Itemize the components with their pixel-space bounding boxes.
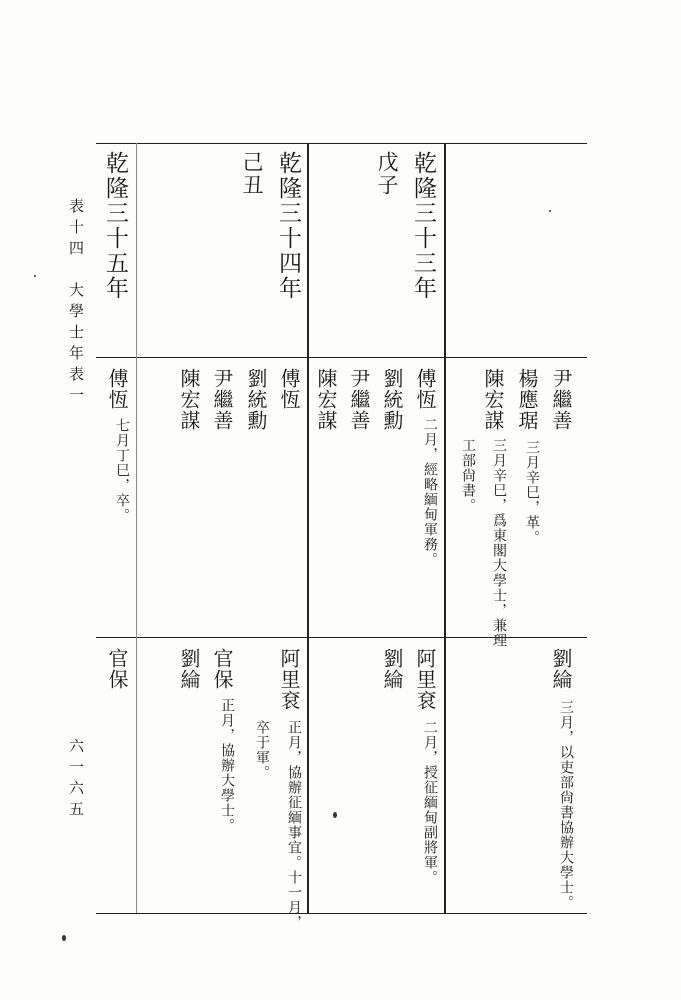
scan-speck [34, 275, 36, 277]
row-divider-upper [96, 357, 587, 358]
official-name: 劉綸 [549, 648, 573, 690]
appointment-note: 三月辛巳，革。 [524, 440, 540, 545]
year-label: 乾隆三十五年 [102, 151, 128, 301]
column-divider [444, 143, 446, 913]
appointment-note: 二月，授征緬甸副將軍。 [422, 720, 438, 885]
official-name: 陳宏謀 [177, 368, 201, 431]
table-top-rule [96, 143, 587, 144]
appointment-note: 工部尙書。 [460, 438, 476, 513]
official-name: 劉統勳 [380, 368, 404, 431]
appointment-note: 三月辛巳，爲東閣大學士，兼理 [491, 438, 507, 648]
scan-speck [333, 812, 337, 818]
row-divider-lower [96, 637, 587, 638]
page-number: 六一六五 [67, 738, 85, 822]
column-divider [307, 143, 309, 913]
table-bottom-rule [96, 913, 587, 914]
official-name: 傅恆 [413, 368, 437, 410]
official-name: 傅恆 [277, 368, 301, 410]
official-name: 尹繼善 [549, 368, 573, 431]
official-name: 傅恆 [105, 368, 129, 410]
official-name: 楊應琚 [515, 368, 539, 431]
year-label: 乾隆三十三年 [410, 151, 436, 301]
column-divider [136, 143, 137, 913]
official-name: 陳宏謀 [481, 368, 505, 431]
official-name: 尹繼善 [347, 368, 371, 431]
official-name: 官保 [105, 648, 129, 690]
official-name: 官保 [210, 648, 234, 690]
scan-speck [549, 210, 551, 212]
running-header: 表十四 大學士年表一 [67, 198, 85, 408]
official-name: 劉綸 [177, 648, 201, 690]
appointment-note: 正月，協辦大學士。 [219, 698, 235, 833]
appointment-note: 三月，以吏部尙書協辦大學士。 [558, 700, 574, 910]
appointment-note: 七月丁巳，卒。 [114, 418, 130, 523]
year-label: 乾隆三十四年 [275, 151, 301, 301]
official-name: 陳宏謀 [314, 368, 338, 431]
official-name: 阿里袞 [277, 648, 301, 711]
official-name: 劉統勳 [244, 368, 268, 431]
ganzhi-label: 己丑 [240, 151, 264, 197]
official-name: 尹繼善 [210, 368, 234, 431]
appointment-note: 二月，經略緬甸軍務。 [422, 417, 438, 567]
appointment-note: 卒于軍。 [254, 720, 270, 780]
official-name: 阿里袞 [413, 648, 437, 711]
ganzhi-label: 戊子 [375, 151, 399, 197]
appointment-note: 正月，協辦征緬事宜。十一月， [286, 720, 302, 930]
official-name: 劉綸 [380, 648, 404, 690]
scan-speck [62, 935, 66, 941]
